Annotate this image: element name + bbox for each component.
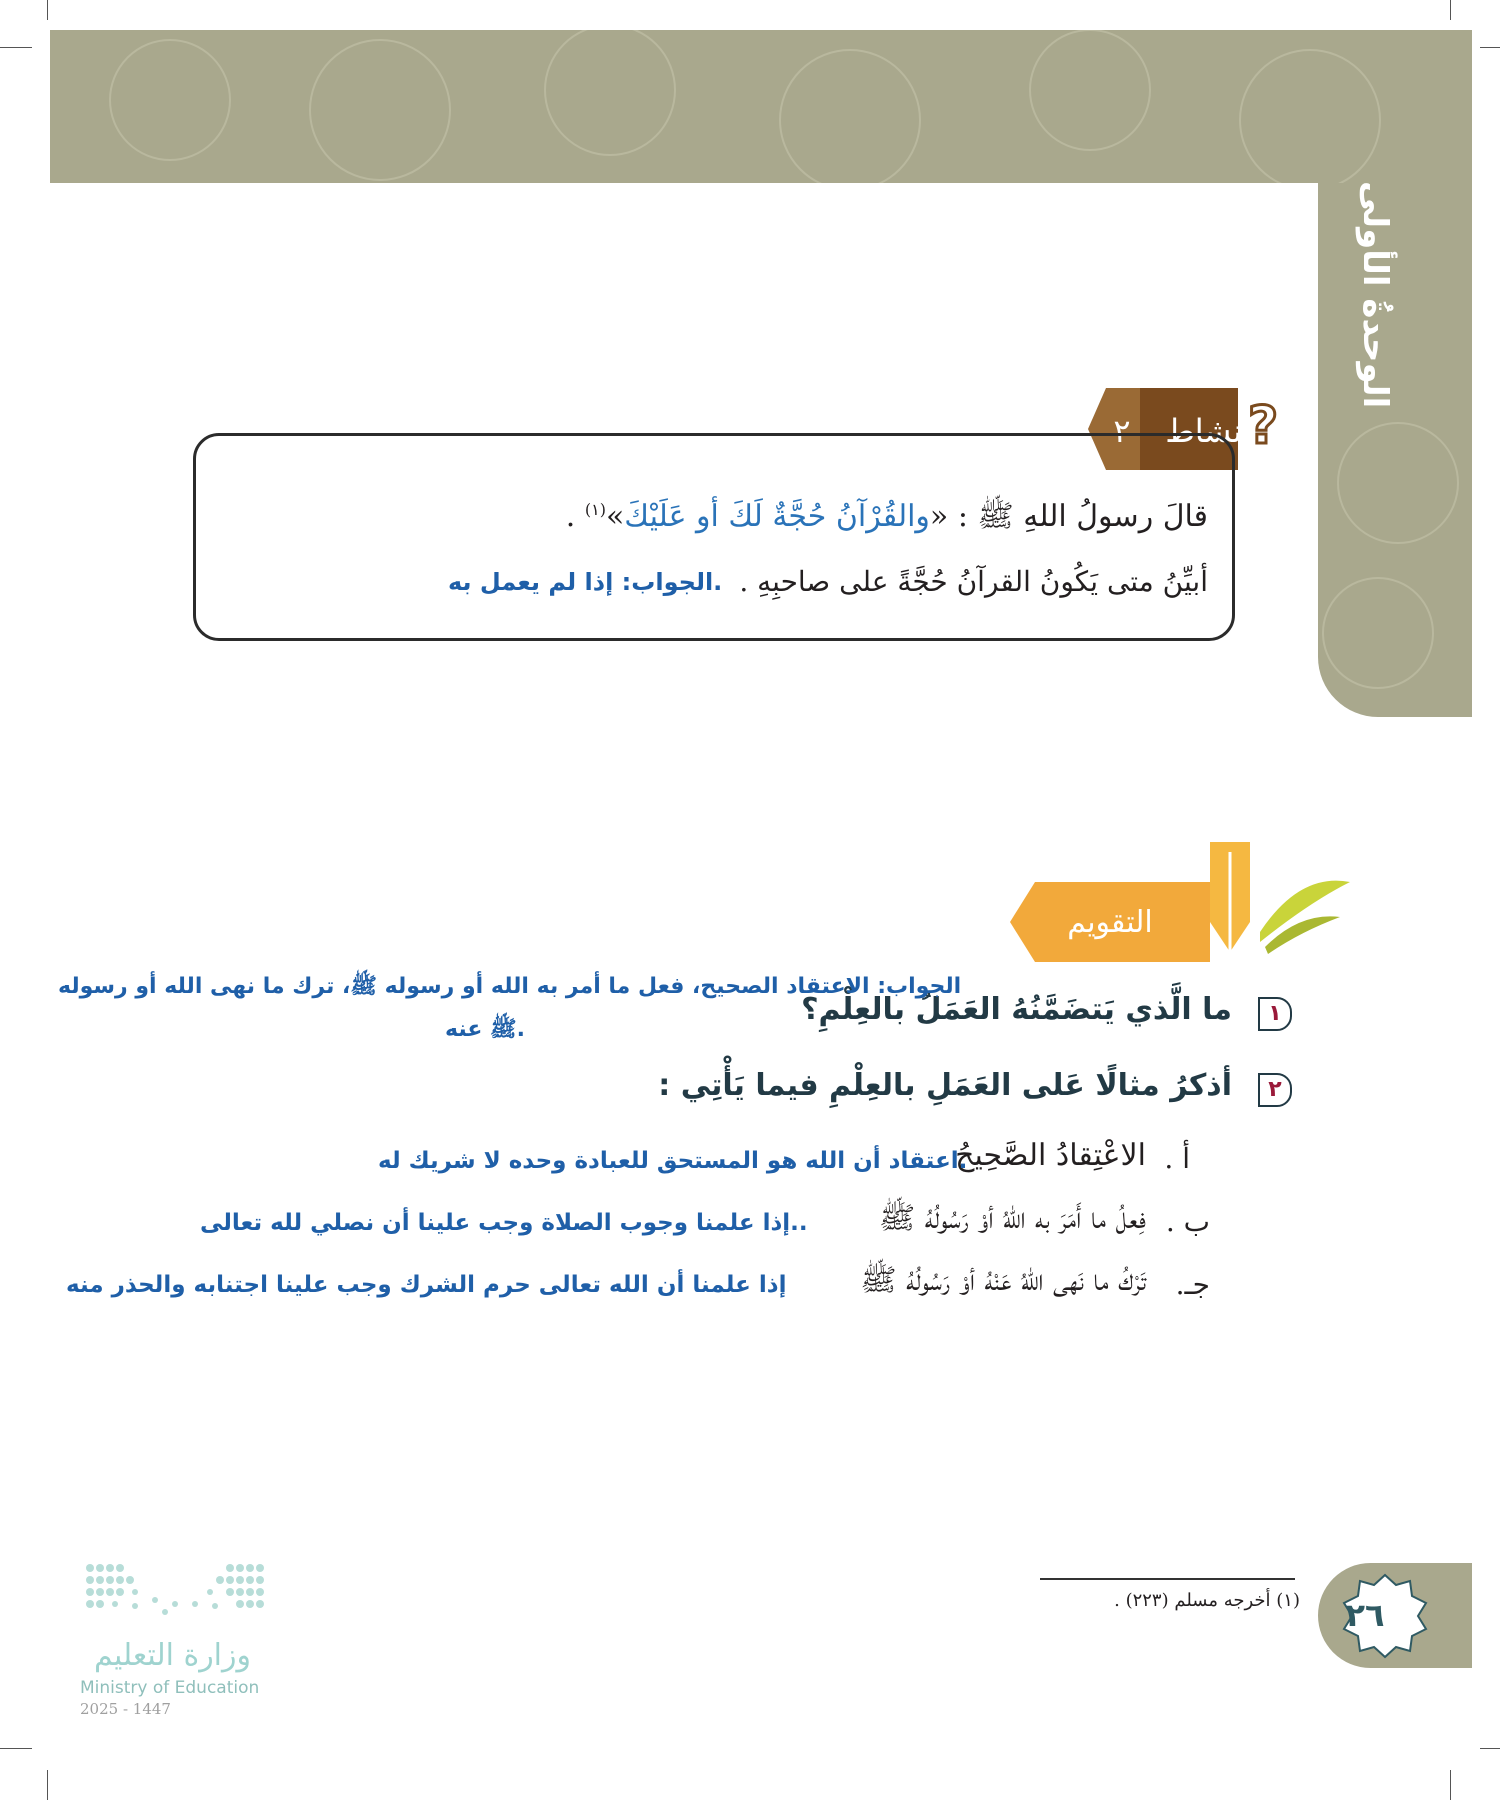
question-number: ١ bbox=[1258, 997, 1292, 1031]
activity-answer: .الجواب: إذا لم يعمل به bbox=[448, 568, 723, 596]
hadith-close: » bbox=[605, 499, 625, 534]
question-number: ٢ bbox=[1258, 1073, 1292, 1107]
footnote-ref: (١) bbox=[584, 500, 606, 519]
page-number: ٢٦ bbox=[1345, 1596, 1385, 1634]
hadith-intro: قالَ رسولُ اللهِ ﷺ : « bbox=[929, 499, 1208, 534]
pattern-decoration bbox=[50, 30, 1472, 183]
pen-icon bbox=[1190, 832, 1350, 962]
crop-mark bbox=[1480, 47, 1500, 48]
question-1-answer-line1: الجواب: الاعتقاد الصحيح، فعل ما أمر به الله أو رسوله ﷺ، ترك ما نهى الله أو رسوله bbox=[58, 974, 962, 999]
crop-mark bbox=[47, 0, 48, 20]
activity-label: نشاط bbox=[1165, 412, 1242, 450]
header-band bbox=[50, 30, 1472, 183]
item-letter: أ . bbox=[1164, 1142, 1190, 1175]
hadith-text: والقُرْآنُ حُجَّةٌ لَكَ أو عَلَيْكَ bbox=[624, 499, 930, 534]
question-2-text: أذكرُ مثالًا عَلى العَمَلِ بالعِلْمِ فيما يَأْتِي : bbox=[658, 1068, 1232, 1103]
ministry-name-ar: وزارة التعليم bbox=[93, 1638, 251, 1673]
item-answer: .اعتقاد أن الله هو المستحق للعبادة وحده لا شريك له bbox=[378, 1148, 968, 1174]
item-text: الاعْتِقادُ الصَّحِيحُ bbox=[955, 1138, 1146, 1173]
item-answer: إذا علمنا أن الله تعالى حرم الشرك وجب علينا اجتنابه والحذر منه bbox=[66, 1272, 787, 1298]
question-1-text: ما الَّذي يَتضَمَّنُهُ العَمَلُ بالعِلْمِ؟ bbox=[801, 992, 1232, 1027]
ministry-logo-icon bbox=[80, 1560, 270, 1630]
hadith-line bbox=[566, 498, 1208, 541]
ministry-name-en: Ministry of Education bbox=[80, 1678, 260, 1698]
crop-mark bbox=[0, 47, 32, 48]
footnote-rule bbox=[1040, 1578, 1295, 1580]
footnote: (١) أخرجه مسلم (٢٢٣) . bbox=[1114, 1590, 1300, 1611]
question-mark-icon: ? bbox=[1248, 396, 1279, 456]
crop-mark bbox=[1480, 1748, 1500, 1749]
item-answer: ..إذا علمنا وجوب الصلاة وجب علينا أن نصلي لله تعالى bbox=[200, 1210, 808, 1236]
ministry-year: 2025 - 1447 bbox=[80, 1700, 171, 1718]
hadith-end: . bbox=[565, 499, 576, 534]
item-letter: ب . bbox=[1165, 1205, 1210, 1238]
crop-mark bbox=[1450, 1770, 1451, 1800]
item-letter: جـ. bbox=[1175, 1268, 1210, 1301]
crop-mark bbox=[1450, 0, 1451, 20]
evaluation-label: التقويم bbox=[1067, 905, 1153, 940]
activity-number: ٢ bbox=[1113, 412, 1131, 450]
item-text: فِعلُ ما أَمَرَ به اللهُ أوْ رَسُولُهُ ﷺ bbox=[878, 1201, 1146, 1236]
crop-mark bbox=[0, 1748, 32, 1749]
unit-title: الوحدةُ الأولى bbox=[1355, 181, 1395, 409]
crop-mark bbox=[47, 1770, 48, 1800]
item-text: تَرْكُ ما نَهى اللهُ عَنْهُ أوْ رَسُولُهُ ﷺ bbox=[860, 1263, 1146, 1298]
question-1-answer-line2: .ﷺ عنه bbox=[445, 1017, 525, 1042]
activity-question: أبيِّنُ متى يَكُونُ القرآنُ حُجَّةً على صاحبِهِ . bbox=[739, 565, 1208, 598]
